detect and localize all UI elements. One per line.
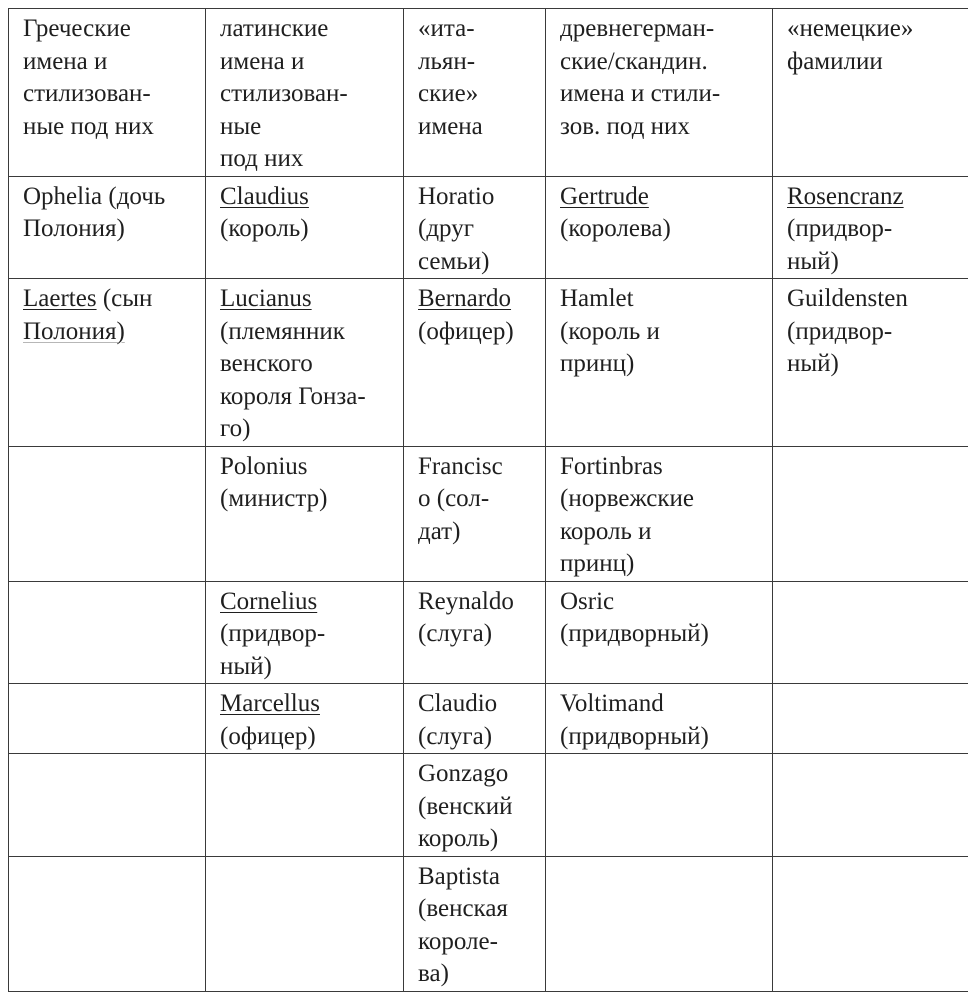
header-cell-italian: [404, 9, 546, 177]
character-note: (придворный): [560, 618, 766, 651]
header-line: «немецкие»: [787, 13, 962, 46]
character-name: Claudio: [418, 688, 539, 721]
character-name: Cornelius: [220, 586, 397, 619]
character-note: (слуга): [418, 721, 539, 754]
character-note: го): [220, 413, 397, 446]
character-name: Gertrude: [560, 181, 766, 214]
table-cell: [404, 176, 546, 279]
character-note: (министр): [220, 483, 397, 516]
header-line: имена: [418, 111, 539, 144]
header-line: стилизован-: [23, 78, 199, 111]
character-note: (дочь: [108, 183, 165, 210]
character-note: (королева): [560, 213, 766, 246]
character-names-table: [8, 8, 968, 992]
table-row: [9, 446, 968, 581]
table-cell: [9, 176, 206, 279]
character-note: (офицер): [220, 721, 397, 754]
header-cell-germanic: [546, 9, 773, 177]
character-name: Rosencranz: [787, 181, 962, 214]
character-note: дат): [418, 516, 539, 549]
character-name: Gonzago: [418, 758, 539, 791]
table-cell: [773, 279, 968, 447]
header-line: имена и: [23, 46, 199, 79]
character-note: принц): [560, 348, 766, 381]
header-line: имена и стили-: [560, 78, 766, 111]
table-cell: [404, 754, 546, 857]
character-note: ва): [418, 958, 539, 991]
header-line: имена и: [220, 46, 397, 79]
table-cell: [206, 279, 404, 447]
character-note: ный): [220, 651, 397, 684]
table-cell: [546, 684, 773, 754]
table-cell: [404, 684, 546, 754]
table-cell-empty: [773, 856, 968, 991]
header-line: ские»: [418, 78, 539, 111]
character-name: Laertes: [23, 285, 97, 312]
table-row: [9, 754, 968, 857]
character-note: (норвежские: [560, 483, 766, 516]
table-cell-empty: [206, 856, 404, 991]
character-name: Osric: [560, 586, 766, 619]
character-note: король): [418, 823, 539, 856]
table-cell: [9, 279, 206, 447]
header-cell-german-surnames: [773, 9, 968, 177]
character-note: (племянник: [220, 316, 397, 349]
character-name: Horatio: [418, 181, 539, 214]
character-note: ный): [787, 246, 962, 279]
character-name: Baptista: [418, 861, 539, 894]
header-line: «ита-: [418, 13, 539, 46]
character-note: (придвор-: [787, 316, 962, 349]
character-name: Marcellus: [220, 688, 397, 721]
table-cell: [206, 581, 404, 684]
table-cell-empty: [9, 581, 206, 684]
character-name: Ophelia: [23, 183, 102, 210]
character-note: семьи): [418, 246, 539, 279]
character-note: король и: [560, 516, 766, 549]
table-cell-empty: [206, 754, 404, 857]
character-name: Reynaldo: [418, 586, 539, 619]
header-line: ские/скандин.: [560, 46, 766, 79]
character-note: Полония): [23, 316, 199, 349]
character-name: Francisc: [418, 451, 539, 484]
character-note: Полония): [23, 213, 199, 246]
character-note: (венский: [418, 791, 539, 824]
table-cell: [546, 446, 773, 581]
character-note: o (сол-: [418, 483, 539, 516]
character-name: Voltimand: [560, 688, 766, 721]
character-note: (придворный): [560, 721, 766, 754]
table-cell: [546, 176, 773, 279]
table-cell-empty: [9, 856, 206, 991]
header-line: стилизован-: [220, 78, 397, 111]
character-name: Lucianus: [220, 283, 397, 316]
character-note: короле-: [418, 926, 539, 959]
table-row: [9, 684, 968, 754]
table-cell-empty: [9, 684, 206, 754]
header-line: льян-: [418, 46, 539, 79]
table-cell-empty: [773, 446, 968, 581]
table-cell: [206, 176, 404, 279]
character-note: (король и: [560, 316, 766, 349]
header-cell-greek: [9, 9, 206, 177]
character-note: (венская: [418, 893, 539, 926]
character-note: ный): [787, 348, 962, 381]
character-note: венского: [220, 348, 397, 381]
table-cell: [206, 446, 404, 581]
table-cell-empty: [9, 446, 206, 581]
character-name: Guildensten: [787, 283, 962, 316]
table-cell: [404, 446, 546, 581]
header-cell-latin: [206, 9, 404, 177]
table-cell: [404, 856, 546, 991]
header-line: Греческие: [23, 13, 199, 46]
header-line: зов. под них: [560, 111, 766, 144]
character-note: (сын: [103, 285, 153, 312]
character-note: (придвор-: [787, 213, 962, 246]
header-line: под них: [220, 143, 397, 176]
character-note: (король): [220, 213, 397, 246]
table-row: [9, 581, 968, 684]
header-row: [9, 9, 968, 177]
character-note: короля Гонза-: [220, 381, 397, 414]
name-line: [23, 283, 199, 316]
character-name: Polonius: [220, 451, 397, 484]
table-cell: [404, 581, 546, 684]
header-line: латинские: [220, 13, 397, 46]
table-cell-empty: [546, 754, 773, 857]
character-name: Claudius: [220, 181, 397, 214]
table-row: [9, 279, 968, 447]
table-cell: [404, 279, 546, 447]
table-cell-empty: [773, 754, 968, 857]
table-cell: [206, 684, 404, 754]
character-note: (друг: [418, 213, 539, 246]
character-name: Fortinbras: [560, 451, 766, 484]
table-cell-empty: [773, 581, 968, 684]
header-line: древнегерман-: [560, 13, 766, 46]
character-name: Bernardo: [418, 283, 539, 316]
name-line: [23, 181, 199, 214]
header-line: ные: [220, 111, 397, 144]
table-cell: [546, 581, 773, 684]
table-cell-empty: [546, 856, 773, 991]
table-row: [9, 856, 968, 991]
header-line: ные под них: [23, 111, 199, 144]
character-note: принц): [560, 548, 766, 581]
table-cell: [546, 279, 773, 447]
header-line: фамилии: [787, 46, 962, 79]
table-row: [9, 176, 968, 279]
character-note: (слуга): [418, 618, 539, 651]
character-note: (офицер): [418, 316, 539, 349]
table-cell: [773, 176, 968, 279]
table-cell-empty: [9, 754, 206, 857]
character-note: (придвор-: [220, 618, 397, 651]
table-cell-empty: [773, 684, 968, 754]
character-name: Hamlet: [560, 283, 766, 316]
